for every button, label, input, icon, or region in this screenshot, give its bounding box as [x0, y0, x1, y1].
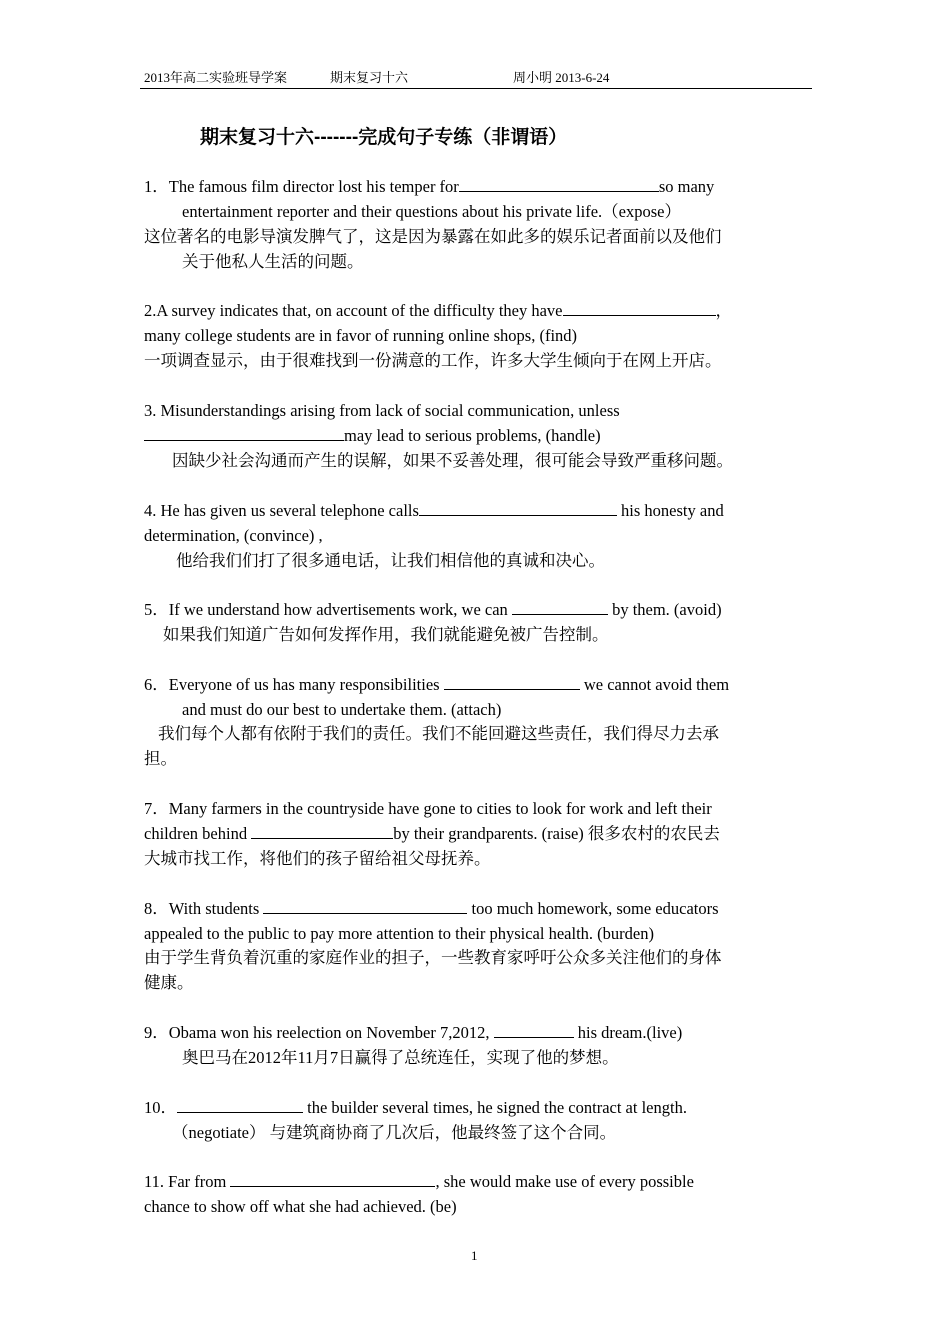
- question-1-translation-cont: 关于他私人生活的问题。: [182, 252, 364, 271]
- answer-blank-1: [459, 176, 659, 192]
- question-9-line-1: 9．Obama won his reelection on November 7,2012, his dream.(live): [144, 1023, 683, 1042]
- header-course: 2013年高二实验班导学案: [144, 70, 288, 85]
- question-5-line-1: 5．If we understand how advertisements work, we can by them. (avoid): [144, 600, 722, 619]
- answer-blank-11: [230, 1171, 435, 1187]
- answer-blank-6: [444, 674, 580, 690]
- answer-blank-8: [263, 898, 467, 914]
- question-10-line-1: 10． the builder several times, he signed the contract at length.: [144, 1098, 687, 1117]
- question-1-line-1: 1．The famous film director lost his temper for so many: [144, 177, 715, 196]
- question-9-translation: 奥巴马在2012年11月7日赢得了总统连任，实现了他的梦想。: [182, 1048, 619, 1067]
- answer-blank-7: [251, 823, 393, 839]
- question-7-line-2: children behind by their grandparents. (raise) 很多农村的农民去: [144, 824, 720, 843]
- question-2-line-2: many college students are in favor of running online shops, (find): [144, 326, 578, 345]
- question-11-line-2: chance to show off what she had achieved. (be): [144, 1197, 457, 1216]
- question-7-translation: 大城市找工作，将他们的孩子留给祖父母抚养。: [144, 849, 491, 868]
- answer-blank-9: [494, 1022, 574, 1038]
- question-8-translation: 由于学生背负着沉重的家庭作业的担子，一些教育家呼吁公众多关注他们的身体: [144, 948, 722, 967]
- question-8-line-2: appealed to the public to pay more attention to their physical health. (burden): [144, 924, 654, 943]
- question-1-line-2: entertainment reporter and their questions about his private life.（expose）: [182, 202, 681, 221]
- answer-blank-2: [563, 300, 716, 316]
- question-6-translation: 我们每个人都有依附于我们的责任。我们不能回避这些责任，我们得尽力去承: [158, 724, 719, 743]
- question-4-line-2: determination, (convince) ,: [144, 526, 323, 545]
- question-1-translation: 这位著名的电影导演发脾气了，这是因为暴露在如此多的娱乐记者面前以及他们: [144, 227, 722, 246]
- question-6-line-2: and must do our best to undertake them. (attach): [182, 700, 502, 719]
- question-6-translation-cont: 担。: [144, 749, 177, 768]
- question-2-line-1: 2.A survey indicates that, on account of the difficulty they have ，: [144, 301, 732, 320]
- question-3-line-2: may lead to serious problems, (handle): [144, 425, 601, 447]
- header-author-date: 周小明 2013-6-24: [513, 70, 610, 85]
- question-3-line-1: 3. Misunderstandings arising from lack of social communication, unless: [144, 401, 620, 420]
- answer-blank-10: [177, 1097, 303, 1113]
- answer-blank-4: [419, 500, 617, 516]
- answer-blank-3: [144, 425, 344, 441]
- question-6-line-1: 6．Everyone of us has many responsibilities we cannot avoid them: [144, 675, 730, 694]
- question-11-line-1: 11. Far from , she would make use of every possible: [144, 1172, 694, 1191]
- question-8-line-1: 8．With students too much homework, some educators: [144, 899, 719, 918]
- header-topic: 期末复习十六: [330, 70, 409, 85]
- question-8-translation-cont: 健康。: [144, 973, 194, 992]
- question-3-translation: 因缺少社会沟通而产生的误解，如果不妥善处理，很可能会导致严重移问题。: [172, 451, 733, 470]
- question-5-translation: 如果我们知道广告如何发挥作用，我们就能避免被广告控制。: [163, 625, 609, 644]
- page-header: [140, 66, 812, 89]
- question-4-line-1: 4. He has given us several telephone calls his honesty and: [144, 501, 724, 520]
- answer-blank-5: [512, 599, 608, 615]
- page-number: 1: [471, 1248, 478, 1263]
- question-2-translation: 一项调查显示，由于很难找到一份满意的工作，许多大学生倾向于在网上开店。: [144, 351, 722, 370]
- question-7-line-1: 7．Many farmers in the countryside have gone to cities to look for work and left their: [144, 799, 712, 818]
- page-title: 期末复习十六-------完成句子专练（非谓语）: [200, 127, 568, 148]
- question-10-line-2: （negotiate） 与建筑商协商了几次后，他最终签了这个合同。: [172, 1123, 617, 1142]
- question-4-translation: 他给我们们打了很多通电话，让我们相信他的真诚和决心。: [176, 551, 605, 570]
